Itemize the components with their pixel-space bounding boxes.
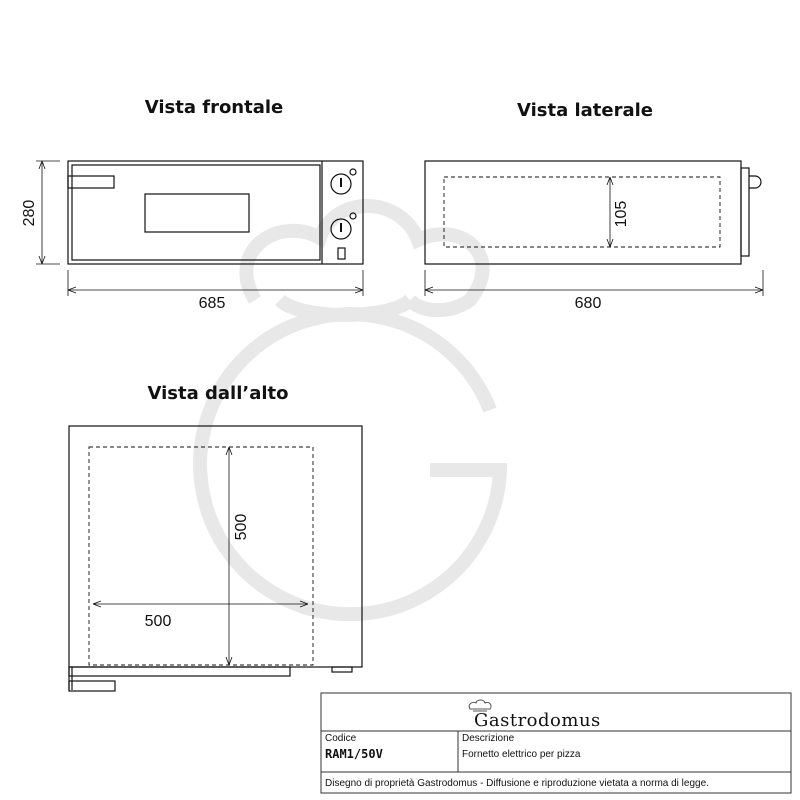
front-oven-door [72, 165, 320, 260]
front-height-dimension [36, 161, 60, 264]
footer-notice: Disegno di proprietà Gastrodomus - Diffusione e riproduzione vietata a norma di legge. [325, 778, 709, 789]
side-width-label: 680 [574, 295, 602, 312]
front-window [145, 194, 249, 232]
front-width-label: 685 [198, 295, 226, 312]
side-knob-icon [749, 176, 761, 188]
front-door-handle [68, 176, 114, 188]
description-label: Descrizione [462, 733, 515, 744]
code-label: Codice [325, 733, 357, 744]
top-depth-label: 500 [233, 513, 250, 541]
brand-name: Gastrodomus [474, 710, 601, 731]
top-oven-body [69, 426, 362, 667]
code-value: RAM1/50V [325, 747, 383, 761]
front-view-title: Vista frontale [144, 97, 284, 118]
side-height-label: 105 [613, 200, 630, 228]
watermark-logo-icon [200, 206, 500, 614]
description-value: Fornetto elettrico per pizza [462, 749, 581, 760]
side-control-panel [741, 168, 749, 256]
top-control-knob [332, 667, 352, 672]
side-view-title: Vista laterale [516, 100, 654, 121]
top-width-label: 500 [144, 613, 172, 630]
front-width-dimension [68, 270, 363, 296]
top-view-title: Vista dall’alto [147, 383, 289, 404]
top-view [69, 426, 362, 691]
top-door-handle [69, 681, 115, 691]
power-switch-icon [338, 248, 345, 259]
top-front-door [69, 667, 290, 676]
side-chamber-outline [444, 177, 720, 247]
front-height-label: 280 [21, 199, 38, 227]
